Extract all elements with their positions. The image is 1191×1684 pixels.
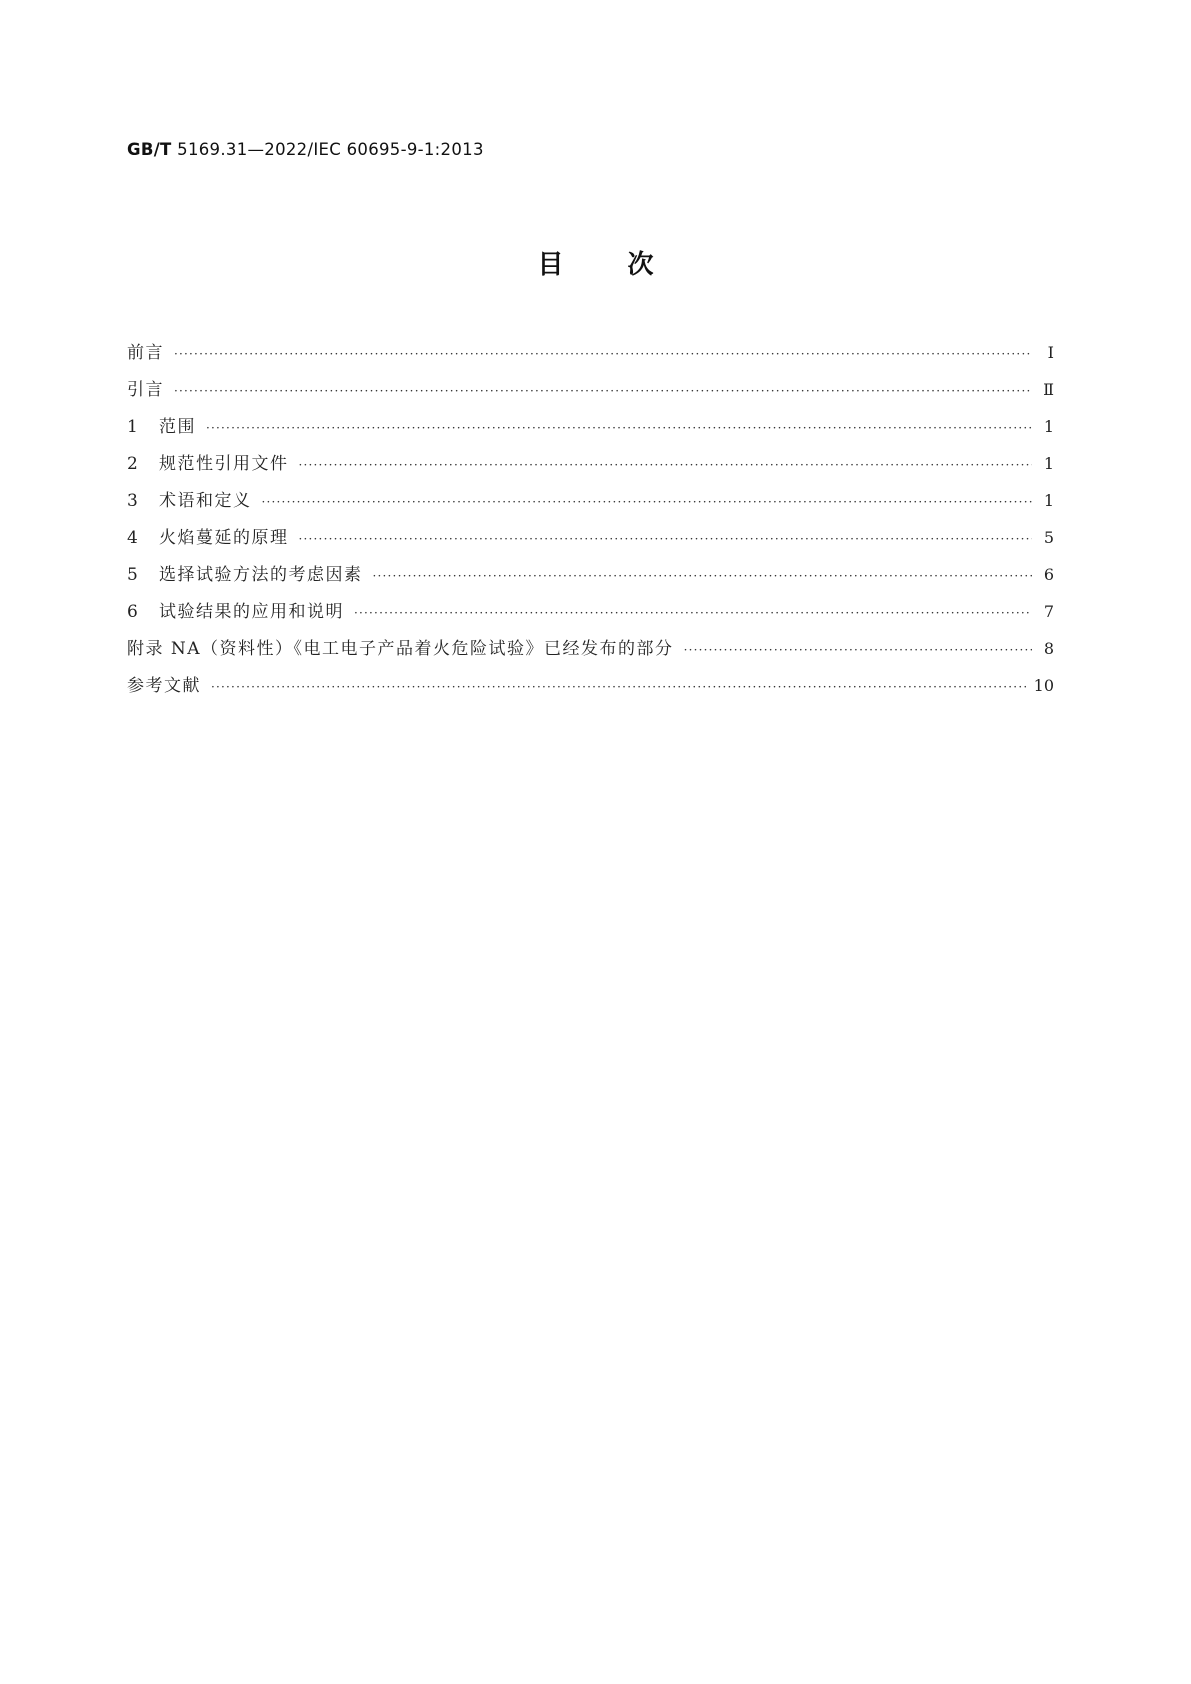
toc-leader-dots: [684, 643, 1032, 657]
standard-number: 5169.31—2022/IEC 60695-9-1:2013: [171, 140, 484, 159]
toc-entry-flame-spread-principles[interactable]: [127, 523, 1054, 560]
toc-entry-normative-references[interactable]: [127, 449, 1054, 486]
toc-entry-results-application[interactable]: [127, 597, 1054, 634]
toc-leader-dots: [262, 495, 1033, 509]
toc-page-number: 10: [1033, 676, 1054, 695]
toc-entry-test-method-considerations[interactable]: [127, 560, 1054, 597]
toc-entry-scope[interactable]: [127, 412, 1054, 449]
toc-section-number: 1: [127, 417, 138, 437]
toc-page-number: 1: [1043, 417, 1054, 436]
toc-page-number: Ⅰ: [1047, 343, 1054, 362]
toc-page-number: 1: [1043, 491, 1054, 510]
toc-label: 试验结果的应用和说明: [159, 602, 344, 622]
toc-page-number: 5: [1043, 528, 1054, 547]
toc-label: 前言: [127, 343, 164, 363]
toc-label: 选择试验方法的考虑因素: [159, 565, 363, 585]
toc-section-number: 5: [127, 565, 138, 585]
toc-label: 规范性引用文件: [159, 454, 289, 474]
toc-label: 引言: [127, 380, 164, 400]
toc-leader-dots: [299, 532, 1033, 546]
title-char-2: 次: [627, 250, 654, 280]
toc-entry-terms-definitions[interactable]: [127, 486, 1054, 523]
toc-label: 术语和定义: [159, 491, 252, 511]
toc-label: 范围: [159, 417, 196, 437]
toc-section-number: 6: [127, 602, 138, 622]
toc-page-number: 8: [1043, 639, 1054, 658]
toc-entry-foreword[interactable]: [127, 338, 1054, 375]
toc-label: 参考文献: [127, 676, 201, 696]
toc-section-number: 4: [127, 528, 138, 548]
toc-leader-dots: [206, 421, 1032, 435]
toc-leader-dots: [373, 569, 1033, 583]
toc-entry-bibliography[interactable]: [127, 671, 1054, 708]
toc-label: 火焰蔓延的原理: [159, 528, 289, 548]
toc-section-number: 2: [127, 454, 138, 474]
toc-leader-dots: [211, 680, 1026, 694]
table-of-contents: [127, 338, 1054, 708]
standard-prefix: GB/T: [127, 140, 172, 159]
toc-entry-annex-na[interactable]: [127, 634, 1054, 671]
title-char-1: 目: [537, 250, 564, 280]
toc-page-number: 1: [1043, 454, 1054, 473]
toc-leader-dots: [299, 458, 1033, 472]
toc-entry-introduction[interactable]: [127, 375, 1054, 412]
toc-page-number: 6: [1043, 565, 1054, 584]
toc-leader-dots: [354, 606, 1032, 620]
toc-leader-dots: [174, 347, 1032, 361]
toc-page-number: Ⅱ: [1043, 380, 1054, 399]
toc-leader-dots: [174, 384, 1032, 398]
toc-page-number: 7: [1043, 602, 1054, 621]
document-code-header: [127, 140, 484, 159]
page-title: [0, 244, 1191, 281]
toc-section-number: 3: [127, 491, 138, 511]
toc-label: 附录 NA（资料性）《电工电子产品着火危险试验》已经发布的部分: [127, 639, 674, 659]
